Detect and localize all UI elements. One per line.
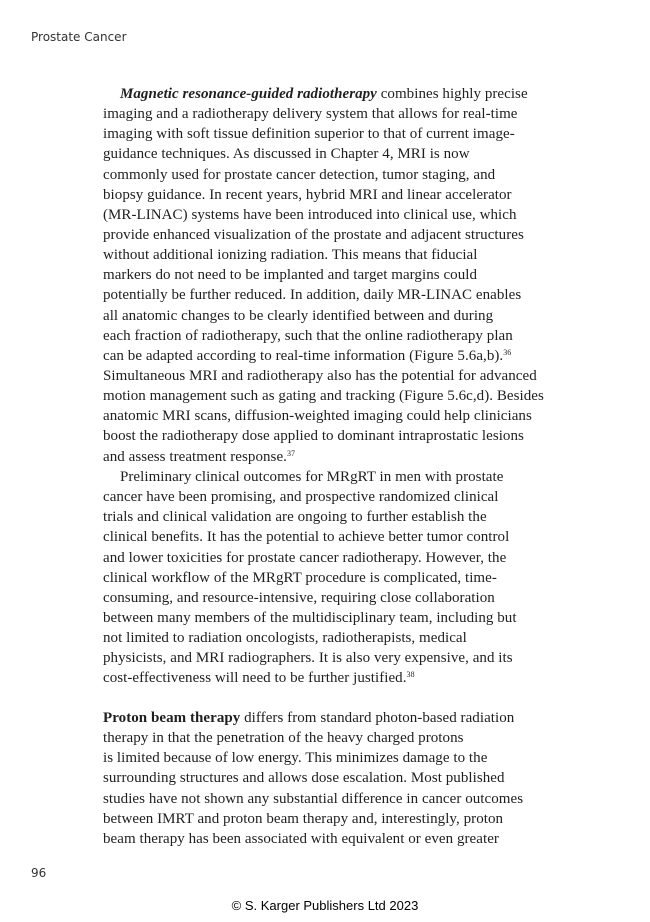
- text-line: beam therapy has been associated with equivalent or even greater: [103, 830, 499, 847]
- text-line: imaging with soft tissue definition superior to that of current image-: [103, 126, 515, 143]
- text-line: clinical benefits. It has the potential to achieve better tumor control: [103, 529, 510, 546]
- text-line: and lower toxicities for prostate cancer radiotherapy. However, the: [103, 549, 507, 566]
- running-head-title: Prostate Cancer: [31, 30, 127, 44]
- text-line: trials and clinical validation are ongoing to further establish the: [103, 509, 487, 526]
- text-line-content: can be adapted according to real-time information (Figure 5.6a,b).: [103, 347, 504, 364]
- text-line: motion management such as gating and tracking (Figure 5.6c,d). Besides: [103, 388, 544, 405]
- text-line: markers do not need to be implanted and target margins could: [103, 267, 478, 284]
- paragraph-proton: [103, 708, 573, 849]
- text-line: is limited because of low energy. This minimizes damage to the: [103, 750, 488, 767]
- text-line: guidance techniques. As discussed in Chapter 4, MRI is now: [103, 146, 470, 163]
- text-line: all anatomic changes to be clearly identified between and during: [103, 307, 494, 324]
- page-number: 96: [31, 866, 47, 880]
- text-line: studies have not shown any substantial difference in cancer outcomes: [103, 790, 524, 807]
- text-line: therapy in that the penetration of the heavy charged protons: [103, 730, 464, 747]
- text-line: each fraction of radiotherapy, such that the online radiotherapy plan: [103, 327, 513, 344]
- text-line: between many members of the multidisciplinary team, including but: [103, 609, 517, 626]
- text-line: [103, 708, 573, 728]
- copyright-notice: © S. Karger Publishers Ltd 2023: [231, 898, 419, 913]
- lead-term-proton: Proton beam therapy: [103, 710, 241, 726]
- lead-term-mrgrt: Magnetic resonance-guided radiotherapy: [120, 86, 377, 102]
- text-line: between IMRT and proton beam therapy and, interestingly, proton: [103, 810, 504, 827]
- text-line: Simultaneous MRI and radiotherapy also has the potential for advanced: [103, 367, 537, 384]
- text-line: potentially be further reduced. In addition, daily MR-LINAC enables: [103, 287, 522, 304]
- text-line: (MR-LINAC) systems have been introduced into clinical use, which: [103, 206, 517, 223]
- text-line: anatomic MRI scans, diffusion-weighted imaging could help clinicians: [103, 408, 532, 425]
- text-line: clinical workflow of the MRgRT procedure is complicated, time-: [103, 569, 497, 586]
- text-line-content: and assess treatment response.: [103, 448, 287, 465]
- text-line-content: cost-effectiveness will need to be further justified.: [103, 670, 407, 687]
- text-line: imaging and a radiotherapy delivery system that allows for real-time: [103, 106, 518, 123]
- reference-superscript: 36: [503, 347, 512, 357]
- text-line: biopsy guidance. In recent years, hybrid MRI and linear accelerator: [103, 186, 512, 203]
- paragraph-mrgrt: [103, 84, 573, 467]
- text-line: physicists, and MRI radiographers. It is also very expensive, and its: [103, 650, 513, 667]
- text-line: [103, 346, 573, 366]
- text-line: boost the radiotherapy dose applied to dominant intraprostatic lesions: [103, 428, 524, 445]
- text-line-content: differs from standard photon-based radiation: [240, 710, 515, 726]
- text-line: cancer have been promising, and prospective randomized clinical: [103, 489, 499, 506]
- text-line: commonly used for prostate cancer detection, tumor staging, and: [103, 166, 496, 183]
- paragraph-outcomes: [103, 467, 573, 689]
- text-line: without additional ionizing radiation. This means that fiducial: [103, 247, 478, 264]
- text-line: [103, 84, 573, 104]
- text-line: surrounding structures and allows dose escalation. Most published: [103, 770, 505, 787]
- reference-superscript: 38: [406, 670, 415, 680]
- text-line: provide enhanced visualization of the prostate and adjacent structures: [103, 226, 524, 243]
- reference-superscript: 37: [286, 448, 296, 458]
- text-line: [103, 668, 573, 688]
- text-line: consuming, and resource-intensive, requiring close collaboration: [103, 589, 495, 606]
- text-line: [103, 447, 573, 467]
- text-line: Preliminary clinical outcomes for MRgRT in men with prostate: [120, 469, 504, 485]
- text-line: not limited to radiation oncologists, radiotherapists, medical: [103, 630, 467, 647]
- text-line-content: combines highly precise: [376, 86, 528, 102]
